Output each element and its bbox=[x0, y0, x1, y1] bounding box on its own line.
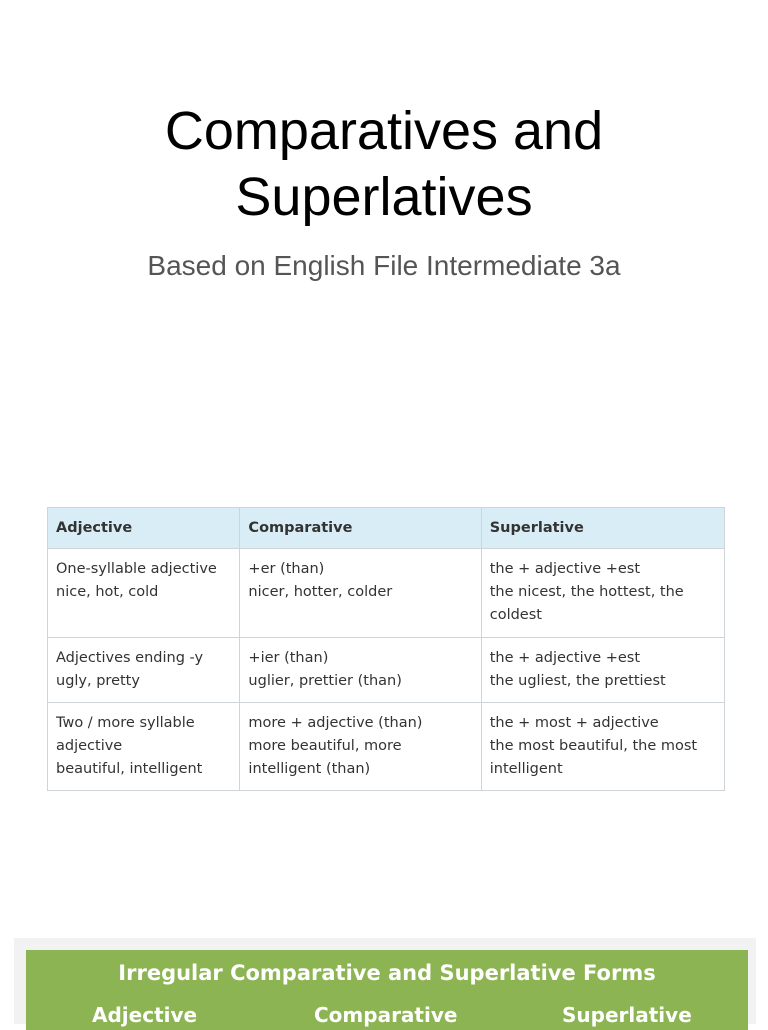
cell-line: the + adjective +est bbox=[489, 561, 641, 577]
cell-line: nice, hot, cold bbox=[56, 584, 159, 600]
cell-adjective bbox=[48, 549, 240, 638]
comparatives-table bbox=[47, 507, 725, 791]
cell-line: +ier (than) bbox=[248, 650, 329, 666]
cell-line: +er (than) bbox=[248, 561, 325, 577]
header-comparative: Comparative bbox=[240, 508, 481, 549]
cell-line: intelligent (than) bbox=[248, 761, 371, 777]
cell-line: Two / more syllable bbox=[56, 715, 195, 731]
slide-title-line-2: Superlatives bbox=[235, 167, 533, 227]
cell-line: adjective bbox=[56, 738, 123, 754]
cell-superlative bbox=[481, 638, 724, 703]
header-superlative: Superlative bbox=[481, 508, 724, 549]
cell-line: more beautiful, more bbox=[248, 738, 402, 754]
cell-adjective bbox=[48, 638, 240, 703]
cell-line: intelligent bbox=[489, 761, 563, 777]
irregular-header-adjective: Adjective bbox=[92, 1003, 198, 1027]
slide-subtitle: Based on English File Intermediate 3a bbox=[147, 250, 621, 281]
irregular-forms-title: Irregular Comparative and Superlative Forms bbox=[118, 961, 656, 985]
cell-line: the + most + adjective bbox=[489, 715, 659, 731]
cell-superlative bbox=[481, 549, 724, 638]
cell-comparative bbox=[240, 703, 481, 791]
header-adjective: Adjective bbox=[48, 508, 240, 549]
table-row bbox=[48, 549, 725, 638]
cell-line: the nicest, the hottest, the bbox=[489, 584, 684, 600]
cell-line: the + adjective +est bbox=[489, 650, 641, 666]
cell-line: the most beautiful, the most bbox=[489, 738, 698, 754]
cell-adjective bbox=[48, 703, 240, 791]
cell-line: ugly, pretty bbox=[56, 673, 140, 689]
cell-superlative bbox=[481, 703, 724, 791]
cell-line: uglier, prettier (than) bbox=[248, 673, 402, 689]
irregular-header-comparative: Comparative bbox=[314, 1003, 458, 1027]
cell-line: more + adjective (than) bbox=[248, 715, 423, 731]
table-header-row bbox=[48, 508, 725, 549]
table-row bbox=[48, 638, 725, 703]
table-row bbox=[48, 703, 725, 791]
cell-line: One-syllable adjective bbox=[56, 561, 217, 577]
cell-line: beautiful, intelligent bbox=[56, 761, 203, 777]
slide-title bbox=[0, 98, 768, 230]
irregular-forms-banner bbox=[26, 950, 748, 1030]
cell-line: nicer, hotter, colder bbox=[248, 584, 393, 600]
cell-line: coldest bbox=[489, 607, 542, 623]
irregular-forms-panel bbox=[14, 938, 756, 1027]
cell-comparative bbox=[240, 549, 481, 638]
irregular-header-superlative: Superlative bbox=[562, 1003, 692, 1027]
slide-title-line-1: Comparatives and bbox=[164, 101, 604, 161]
cell-line: Adjectives ending -y bbox=[56, 650, 204, 666]
cell-comparative bbox=[240, 638, 481, 703]
cell-line: the ugliest, the prettiest bbox=[489, 673, 666, 689]
